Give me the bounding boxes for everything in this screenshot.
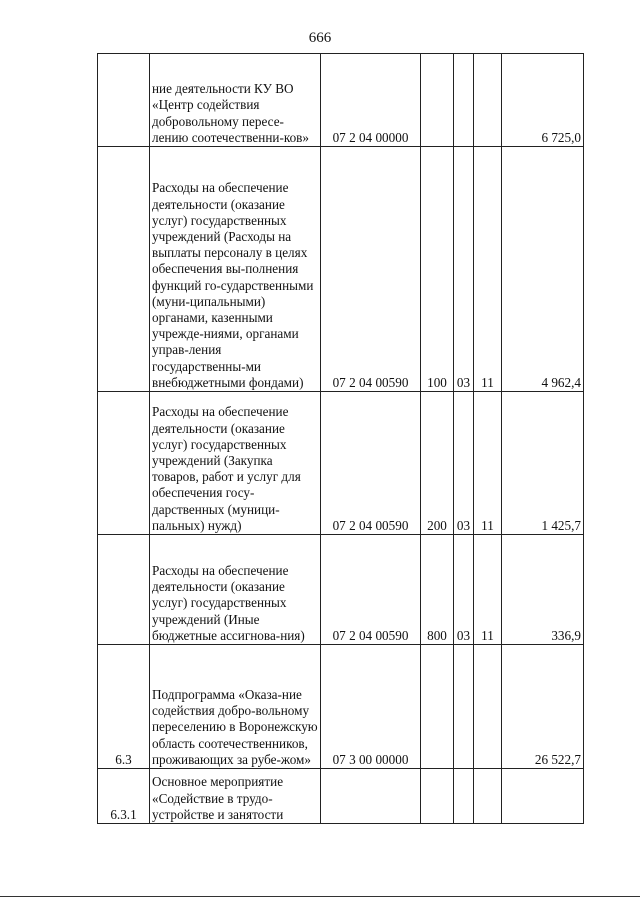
target-article-code: 07 2 04 00590 xyxy=(321,535,421,645)
row-name: Расходы на обеспечение деятельности (оказание услуг) государственных учреждений (Расходы на выплаты персоналу в целях обеспечения вы-полнения функций го-сударственными (муни-ципальными) органами, казенными учрежде-ниями, органами управ-ления государственны-ми внебюджетными фондами) xyxy=(150,147,321,392)
target-article-code: 07 3 00 00000 xyxy=(321,645,421,769)
expense-type-code xyxy=(421,645,454,769)
row-number xyxy=(98,147,150,392)
amount: 6 725,0 xyxy=(502,54,584,147)
section-code: 03 xyxy=(454,147,474,392)
table-row xyxy=(98,392,584,535)
row-number: 6.3.1 xyxy=(98,769,150,824)
subsection-code xyxy=(474,645,502,769)
expense-type-code xyxy=(421,769,454,824)
section-code xyxy=(454,54,474,147)
row-number xyxy=(98,392,150,535)
row-number xyxy=(98,535,150,645)
budget-table xyxy=(97,53,584,824)
expense-type-code: 100 xyxy=(421,147,454,392)
subsection-code xyxy=(474,769,502,824)
row-name: Расходы на обеспечение деятельности (оказание услуг) государственных учреждений (Закупка товаров, работ и услуг для обеспечения госу-дарственных (муници-пальных) нужд) xyxy=(150,392,321,535)
target-article-code xyxy=(321,769,421,824)
section-code: 03 xyxy=(454,392,474,535)
row-name: Подпрограмма «Оказа-ние содействия добро-вольному переселению в Воронежскую область соотечественников, проживающих за рубе-жом» xyxy=(150,645,321,769)
amount: 1 425,7 xyxy=(502,392,584,535)
expense-type-code: 200 xyxy=(421,392,454,535)
row-number: 6.3 xyxy=(98,645,150,769)
row-name: ние деятельности КУ ВО «Центр содействия добровольному пересе-лению соотечественни-ков» xyxy=(150,54,321,147)
amount: 336,9 xyxy=(502,535,584,645)
target-article-code: 07 2 04 00590 xyxy=(321,392,421,535)
table-row xyxy=(98,645,584,769)
subsection-code xyxy=(474,54,502,147)
amount: 26 522,7 xyxy=(502,645,584,769)
table-row xyxy=(98,535,584,645)
subsection-code: 11 xyxy=(474,535,502,645)
amount: 4 962,4 xyxy=(502,147,584,392)
expense-type-code: 800 xyxy=(421,535,454,645)
section-code: 03 xyxy=(454,535,474,645)
section-code xyxy=(454,645,474,769)
expense-type-code xyxy=(421,54,454,147)
target-article-code: 07 2 04 00000 xyxy=(321,54,421,147)
row-name: Расходы на обеспечение деятельности (оказание услуг) государственных учреждений (Иные бюджетные ассигнова-ния) xyxy=(150,535,321,645)
subsection-code: 11 xyxy=(474,392,502,535)
amount xyxy=(502,769,584,824)
table-row xyxy=(98,769,584,824)
target-article-code: 07 2 04 00590 xyxy=(321,147,421,392)
page-bottom-rule xyxy=(0,896,640,897)
row-name: Основное мероприятие «Содействие в трудо-устройстве и занятости xyxy=(150,769,321,824)
table-row xyxy=(98,54,584,147)
row-number xyxy=(98,54,150,147)
page-number: 666 xyxy=(308,30,332,46)
subsection-code: 11 xyxy=(474,147,502,392)
table-row xyxy=(98,147,584,392)
section-code xyxy=(454,769,474,824)
